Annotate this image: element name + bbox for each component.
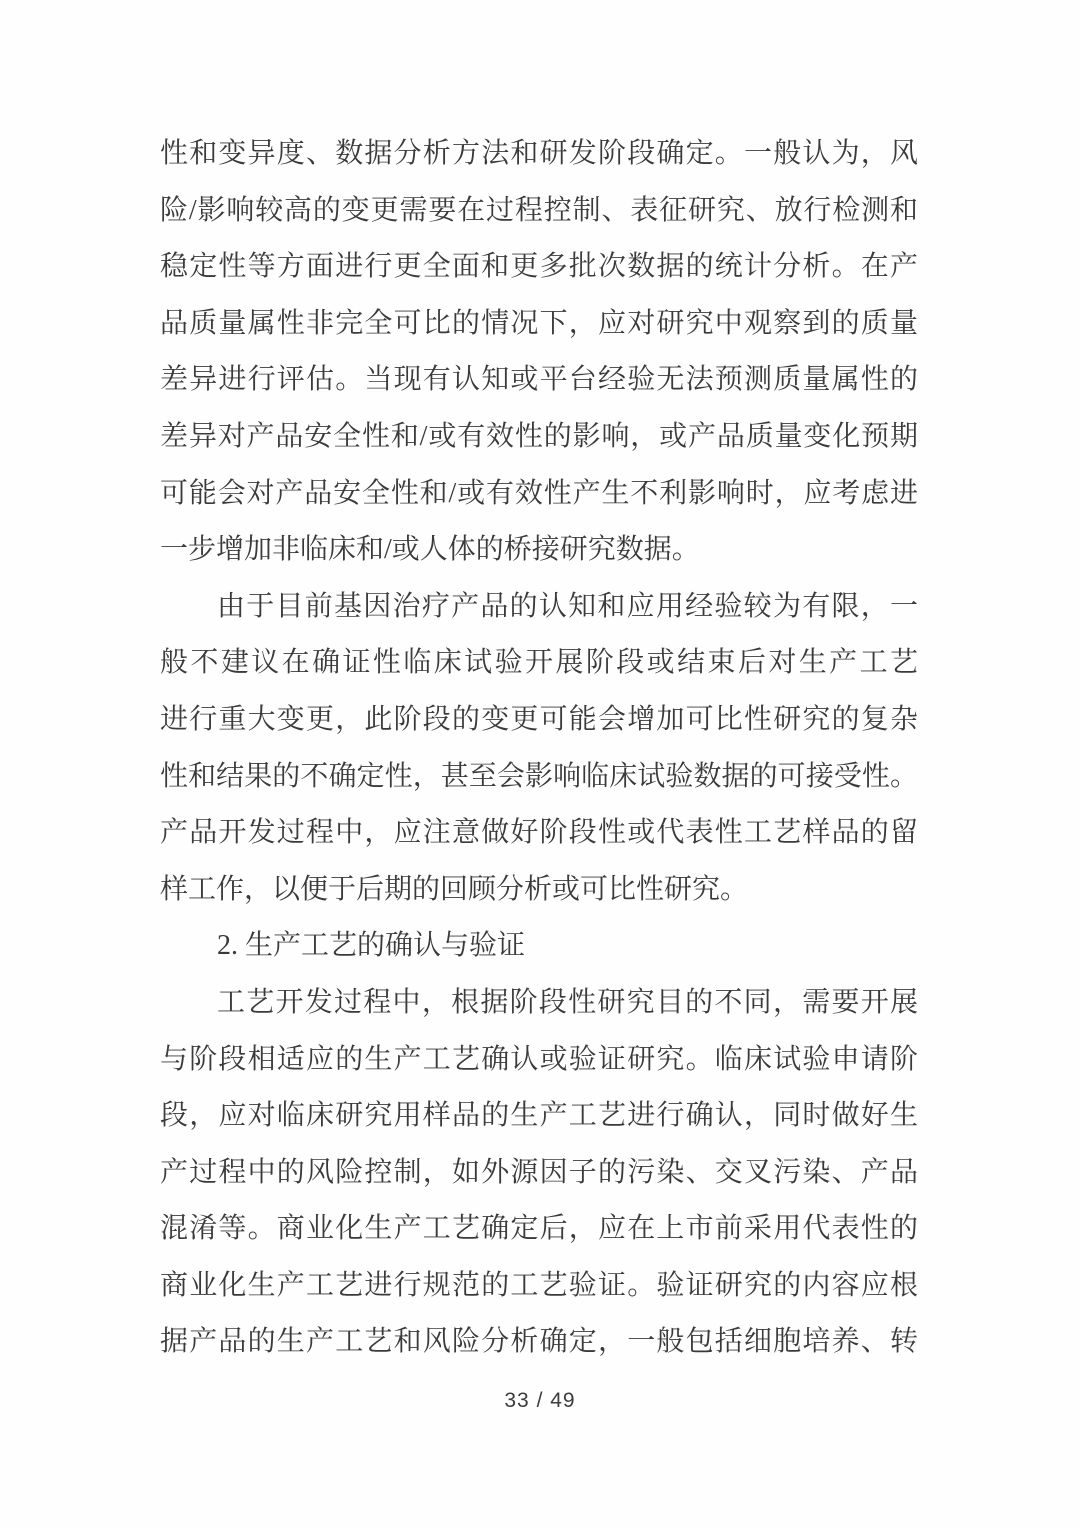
text-line: 稳定性等方面进行更全面和更多批次数据的统计分析。在产 <box>160 251 918 283</box>
text-line-paragraph-start: 工艺开发过程中，根据阶段性研究目的不同，需要开展 <box>217 986 918 1018</box>
text-line: 性和变异度、数据分析方法和研发阶段确定。一般认为，风 <box>160 138 918 169</box>
text-line: 与阶段相适应的生产工艺确认或验证研究。临床试验申请阶 <box>160 1043 918 1075</box>
text-line: 险/影响较高的变更需要在过程控制、表征研究、放行检测和 <box>160 194 918 226</box>
page-number-indicator: 33 / 49 <box>504 1389 576 1412</box>
text-line: 性和结果的不确定性，甚至会影响临床试验数据的可接受性。 <box>160 760 918 792</box>
text-line: 产品开发过程中，应注意做好阶段性或代表性工艺样品的留 <box>160 817 918 849</box>
text-line: 进行重大变更，此阶段的变更可能会增加可比性研究的复杂 <box>160 703 918 735</box>
text-line-paragraph-start: 由于目前基因治疗产品的认知和应用经验较为有限，一 <box>217 590 918 622</box>
text-line: 可能会对产品安全性和/或有效性产生不利影响时，应考虑进 <box>160 477 918 509</box>
text-line: 品质量属性非完全可比的情况下，应对研究中观察到的质量 <box>160 307 918 339</box>
text-line: 差异进行评估。当现有认知或平台经验无法预测质量属性的 <box>160 364 918 396</box>
text-line: 据产品的生产工艺和风险分析确定，一般包括细胞培养、转 <box>160 1326 918 1358</box>
text-line: 混淆等。商业化生产工艺确定后，应在上市前采用代表性的 <box>160 1213 918 1245</box>
text-line: 般不建议在确证性临床试验开展阶段或结束后对生产工艺 <box>160 647 918 679</box>
text-line-paragraph-end: 样工作，以便于后期的回顾分析或可比性研究。 <box>160 873 749 905</box>
text-line: 产过程中的风险控制，如外源因子的污染、交叉污染、产品 <box>160 1156 918 1188</box>
text-line: 差异对产品安全性和/或有效性的影响，或产品质量变化预期 <box>160 420 918 452</box>
text-line: 段，应对临床研究用样品的生产工艺进行确认，同时做好生 <box>160 1100 918 1132</box>
text-line: 商业化生产工艺进行规范的工艺验证。验证研究的内容应根 <box>160 1269 918 1301</box>
page-body-text <box>160 126 918 1371</box>
section-heading: 2. 生产工艺的确认与验证 <box>217 930 526 962</box>
text-line-paragraph-end: 一步增加非临床和/或人体的桥接研究数据。 <box>160 534 700 566</box>
